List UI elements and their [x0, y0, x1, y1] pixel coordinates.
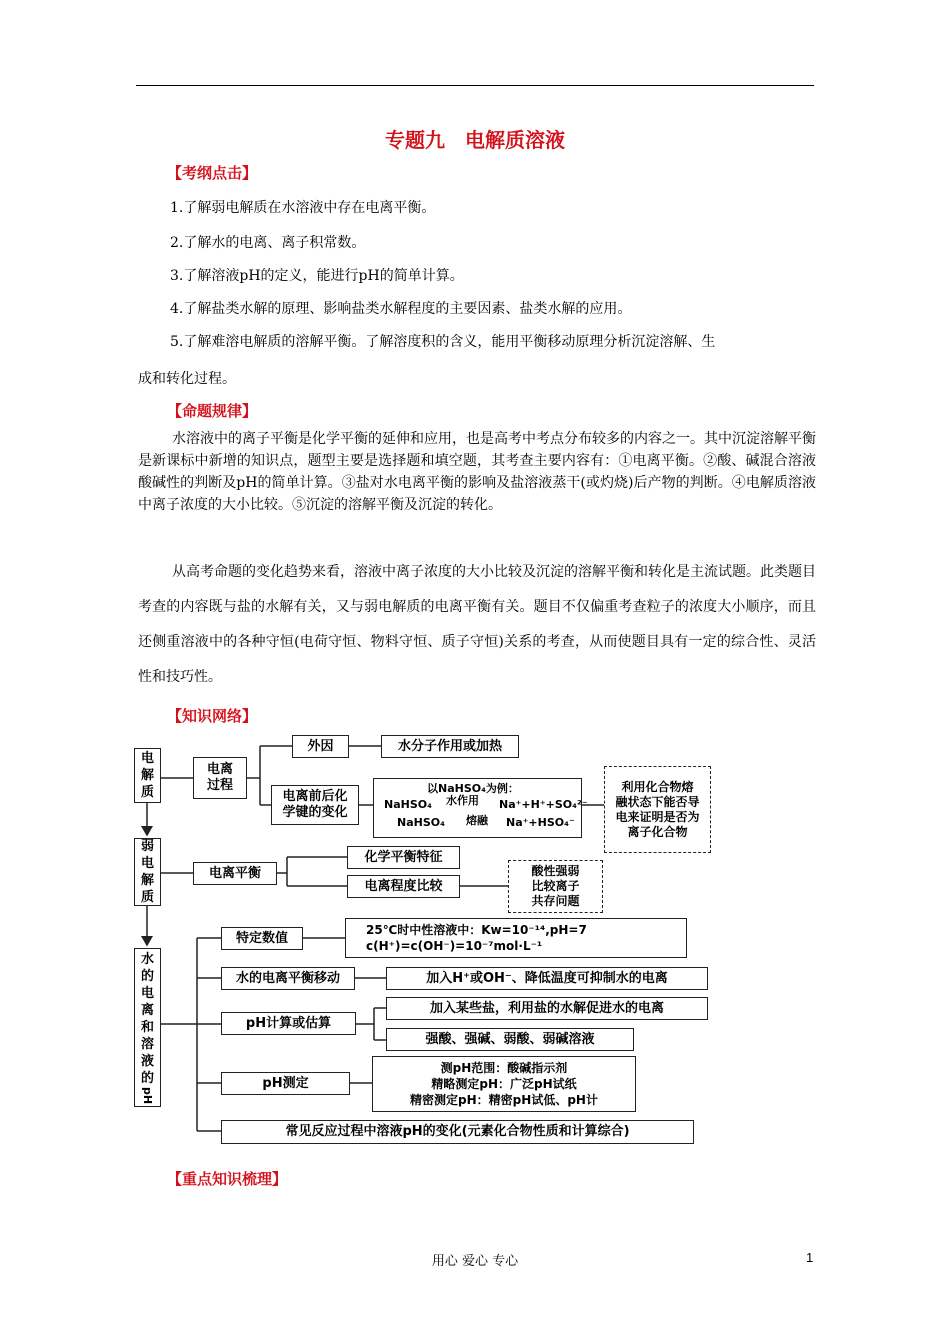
- paragraph-mingti-1: 水溶液中的离子平衡是化学平衡的延伸和应用，也是高考中考点分布较多的内容之一。其中沉淀溶解平衡是新课标中新增的知识点，题型主要是选择题和填空题，其考查主要内容有：①电离平衡。②酸、碱混合溶液酸碱性的判断及pH的简单计算。③盐对水电离平衡的影响及盐溶液蒸干(或灼烧)后产物的判断。④电解质溶液中离子浓度的大小比较。⑤沉淀的溶解平衡及沉淀的转化。: [138, 431, 816, 513]
- paragraph-mingti-2: 从高考命题的变化趋势来看，溶液中离子浓度的大小比较及沉淀的溶解平衡和转化是主流试题。此类题目考查的内容既与盐的水解有关，又与弱电解质的电离平衡有关。题目不仅偏重考查粒子的浓度大小顺序，而且还侧重溶液中的各种守恒(电荷守恒、物料守恒、质子守恒)关系的考查，从而使题目具有一定的综合性、灵活性和技巧性。: [138, 564, 816, 685]
- eq2-right: Na⁺+HSO₄⁻: [506, 816, 575, 829]
- box-dianli-guocheng: [193, 757, 247, 799]
- eq1-condition: 水作用: [446, 794, 479, 807]
- box-ph-cede: pH测定: [221, 1072, 350, 1095]
- syllabus-item: 2.了解水的电离、离子积常数。: [170, 235, 366, 251]
- box-line: 测pH范围：酸碱指示剂: [440, 1061, 568, 1075]
- section-zhishi: 【知识网络】: [167, 707, 258, 725]
- syllabus-item: 成和转化过程。: [138, 371, 236, 387]
- box-shui-ph: [134, 948, 161, 1107]
- box-line: 电离: [206, 762, 233, 777]
- box-char: 电: [140, 986, 154, 1001]
- eq1-left: NaHSO₄: [384, 798, 432, 811]
- box-line: 离子化合物: [627, 824, 688, 839]
- box-line: 过程: [206, 778, 233, 793]
- box-line: c(H⁺)=c(OH⁻)=10⁻⁷mol·L⁻¹: [366, 939, 543, 953]
- box-liyong: [604, 766, 711, 853]
- section-zhongdian: 【重点知识梳理】: [167, 1170, 288, 1188]
- box-jianbianhua: [271, 785, 359, 825]
- section-kaogang: 【考纲点击】: [167, 164, 258, 182]
- box-qiangsuan: 强酸、强碱、弱酸、弱碱溶液: [386, 1028, 634, 1051]
- box-char: pH: [141, 1086, 154, 1105]
- box-line: 利用化合物熔: [621, 779, 694, 794]
- box-dianli-chengdu: 电离程度比较: [347, 875, 460, 898]
- syllabus-item: 3.了解溶液pH的定义，能进行pH的简单计算。: [170, 268, 464, 284]
- box-char: 质: [140, 890, 154, 905]
- box-dianjiezhi: [134, 748, 161, 803]
- box-char: 弱: [140, 839, 154, 854]
- eq2-condition: 熔融: [466, 814, 488, 827]
- syllabus-item: 5.了解难溶电解质的溶解平衡。了解溶度积的含义，能用平衡移动原理分析沉淀溶解、生: [170, 334, 716, 350]
- box-char: 离: [140, 1003, 154, 1018]
- box-char: 水: [140, 952, 154, 967]
- box-dianli-pingheng: 电离平衡: [193, 862, 277, 885]
- syllabus-item: 4.了解盐类水解的原理、影响盐类水解程度的主要因素、盐类水解的应用。: [170, 301, 632, 317]
- box-line: 精密测定pH：精密pH试低、pH计: [410, 1093, 598, 1107]
- page-number: 1: [806, 1250, 814, 1265]
- box-neutral: [345, 918, 687, 958]
- syllabus-item: 1.了解弱电解质在水溶液中存在电离平衡。: [170, 200, 436, 216]
- page-title: 专题九 电解质溶液: [385, 128, 565, 152]
- box-char: 电: [140, 856, 154, 871]
- box-line: 学键的变化: [282, 805, 348, 820]
- eq-title: 以NaHSO₄为例：: [427, 782, 519, 795]
- box-char: 解: [140, 873, 154, 888]
- box-line: 共存问题: [531, 894, 580, 908]
- box-line: 电来证明是否为: [615, 809, 700, 824]
- box-line: 精略测定pH：广泛pH试纸: [431, 1077, 577, 1091]
- box-yidong: 水的电离平衡移动: [221, 967, 355, 990]
- box-ceding: [372, 1056, 636, 1112]
- box-char: 质: [140, 785, 154, 800]
- box-shuifenzi: 水分子作用或加热: [381, 735, 519, 758]
- box-char: 溶: [140, 1037, 154, 1052]
- box-ph-calc: pH计算或估算: [221, 1012, 356, 1035]
- eq2-left: NaHSO₄: [397, 816, 445, 829]
- box-line: 比较离子: [531, 879, 580, 893]
- box-line: 电离前后化: [282, 789, 348, 804]
- box-cujin: 加入某些盐，利用盐的水解促进水的电离: [386, 997, 708, 1020]
- box-teding: 特定数值: [221, 927, 303, 950]
- box-yizhi: 加入H⁺或OH⁻、降低温度可抑制水的电离: [386, 967, 708, 990]
- box-ruodianjiezhi: [134, 838, 161, 906]
- box-huaxue-pingheng: 化学平衡特征: [347, 846, 460, 869]
- box-char: 和: [140, 1020, 154, 1035]
- box-line: 酸性强弱: [531, 864, 580, 878]
- box-char: 的: [140, 1071, 154, 1086]
- box-char: 解: [140, 768, 154, 783]
- box-line: 融状态下能否导: [615, 794, 700, 809]
- box-char: 电: [140, 751, 154, 766]
- section-mingti: 【命题规律】: [167, 402, 258, 420]
- box-suanxing: [508, 860, 603, 913]
- box-char: 液: [140, 1054, 154, 1069]
- box-line: 25℃时中性溶液中：Kw=10⁻¹⁴,pH=7: [366, 923, 587, 937]
- box-waiyin: 外因: [292, 735, 349, 758]
- eq1-right: Na⁺+H⁺+SO₄²⁻: [499, 798, 588, 811]
- page-footer: 用心 爱心 专心: [431, 1254, 519, 1269]
- box-char: 的: [140, 969, 154, 984]
- box-changjian: 常见反应过程中溶液pH的变化(元素化合物性质和计算综合): [221, 1120, 694, 1144]
